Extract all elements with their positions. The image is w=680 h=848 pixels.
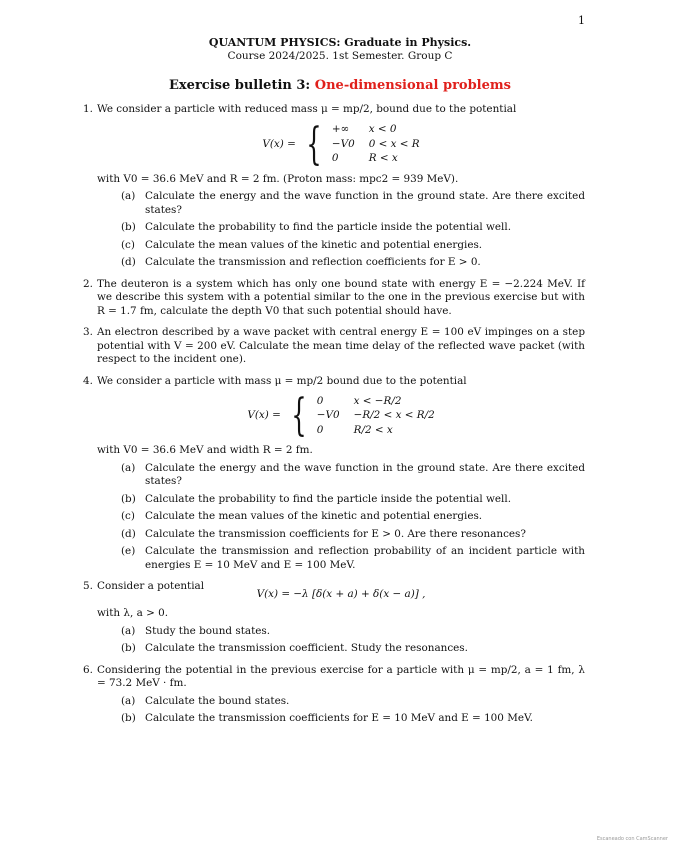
case-value: 0: [331, 152, 339, 165]
problem-number: 5.: [83, 580, 93, 593]
subquestion-label: (b): [121, 492, 136, 505]
subquestion-text: Calculate the transmission coefficients for E = 10 MeV and E = 100 MeV.: [145, 712, 533, 725]
subquestion: [121, 642, 585, 656]
potential-equation: [97, 390, 585, 442]
case-value: −V0: [316, 409, 340, 422]
subquestion-text: Calculate the probability to find the particle inside the potential well.: [145, 492, 512, 505]
delta-potential-equation: V(x) = −λ [δ(x + a) + δ(x − a)] ,: [256, 587, 426, 600]
problem-after: with V0 = 36.6 MeV and width R = 2 fm.: [97, 444, 313, 457]
subquestions: [97, 695, 585, 726]
subquestion-text: Calculate the transmission coefficient. Study the resonances.: [145, 642, 468, 655]
subquestion: [121, 256, 585, 270]
problem-intro: We consider a particle with mass μ = mp/2 bound due to the potential: [97, 374, 467, 387]
page-number: 1: [578, 14, 585, 27]
subquestions: [97, 625, 585, 656]
subquestion-text: Calculate the energy and the wave function in the ground state. Are there excited states?: [145, 190, 585, 216]
problem-3: [83, 326, 585, 367]
case-condition: R < x: [368, 152, 398, 165]
subquestion-label: (d): [121, 256, 136, 269]
subquestion-label: (c): [121, 510, 135, 523]
problem-5: [83, 580, 585, 656]
subquestions: [97, 190, 585, 270]
problem-after: with λ, a > 0.: [97, 607, 168, 620]
potential-lhs: V(x) =: [262, 137, 296, 150]
subquestion: [121, 625, 585, 639]
subquestions: [97, 462, 585, 573]
bulletin-prefix: Exercise bulletin 3:: [169, 78, 311, 93]
problem-4: [83, 375, 585, 573]
subquestion-label: (b): [121, 712, 136, 725]
subquestion-text: Calculate the energy and the wave function in the ground state. Are there excited states?: [145, 461, 585, 488]
subquestion: [121, 221, 585, 235]
scanner-watermark: Escaneado con CamScanner: [596, 835, 668, 842]
subquestion: [121, 695, 585, 709]
brace-glyph: {: [291, 390, 307, 442]
problem-number: 4.: [83, 374, 93, 387]
subquestion-text: Calculate the bound states.: [145, 694, 290, 707]
problem-1: [83, 103, 585, 270]
subquestion: [121, 528, 585, 542]
subquestion-text: Study the bound states.: [145, 624, 271, 637]
subquestion-label: (b): [121, 221, 136, 234]
problem-number: 2.: [83, 277, 93, 290]
subquestion-label: (e): [121, 545, 136, 558]
bulletin-topic: One-dimensional problems: [314, 78, 511, 93]
case-value: +∞: [331, 123, 350, 136]
subquestion-text: Calculate the mean values of the kinetic and potential energies.: [145, 238, 483, 251]
subquestion-label: (a): [121, 190, 136, 203]
subquestion: [121, 239, 585, 253]
bulletin-title: [0, 78, 680, 95]
case-condition: 0 < x < R: [368, 137, 420, 150]
case-condition: R/2 < x: [353, 423, 393, 436]
problem-number: 1.: [83, 103, 93, 115]
case-value: 0: [316, 423, 324, 436]
problem-intro: We consider a particle with reduced mass μ = mp/2, bound due to the potential: [97, 103, 517, 115]
subquestion-text: Calculate the transmission and reflection coefficients for E > 0.: [145, 256, 481, 269]
subquestion-label: (c): [121, 238, 135, 251]
course-title: QUANTUM PHYSICS: Graduate in Physics.: [208, 36, 472, 49]
subquestion-label: (a): [121, 461, 136, 474]
potential-equation: [97, 118, 585, 170]
subquestion: [121, 462, 585, 489]
subquestion: [121, 712, 585, 726]
subquestion-label: (a): [121, 694, 136, 707]
case-value: 0: [316, 394, 324, 407]
problem-intro: Considering the potential in the previous exercise for a particle with μ = mp/2, a = 1 fm, λ = 73.2 MeV · fm.: [97, 663, 585, 690]
problem-list: [83, 103, 585, 730]
case-condition: x < 0: [368, 123, 397, 136]
subquestion-text: Calculate the mean values of the kinetic and potential energies.: [145, 510, 483, 523]
subquestion: [121, 190, 585, 217]
potential-cases: [332, 123, 420, 166]
subquestion-text: Calculate the transmission coefficients for E > 0. Are there resonances?: [145, 527, 526, 540]
problem-text: The deuteron is a system which has only one bound state with energy E = −2.224 MeV. If we describe this system with a potential similar to the one in the previous exercise but with R = 1.7 fm, calculate the depth V0 that such potential should have.: [97, 277, 585, 317]
problem-number: 6.: [83, 663, 93, 676]
problem-after: with V0 = 36.6 MeV and R = 2 fm. (Proton mass: mpc2 = 939 MeV).: [97, 172, 459, 185]
problem-2: [83, 278, 585, 319]
brace-glyph: {: [306, 118, 322, 170]
subquestion: [121, 545, 585, 572]
subquestion-label: (b): [121, 642, 136, 655]
problem-text: An electron described by a wave packet with central energy E = 100 eV impinges on a step potential with V = 200 eV. Calculate the mean time delay of the reflected wave packet (with respect to the incident one).: [97, 326, 585, 366]
subquestion: [121, 510, 585, 524]
potential-lhs: V(x) =: [247, 409, 281, 422]
document-header: [0, 36, 680, 64]
problem-intro: Consider a potential: [97, 580, 205, 593]
course-info: Course 2024/2025. 1st Semester. Group C: [227, 50, 453, 63]
subquestion-label: (a): [121, 624, 136, 637]
case-value: −V0: [331, 137, 355, 150]
subquestion-text: Calculate the transmission and reflection probability of an incident particle with energies E = 10 MeV and E = 100 MeV.: [145, 545, 585, 571]
problem-number: 3.: [83, 326, 93, 339]
problem-6: [83, 664, 585, 726]
subquestion: [121, 493, 585, 507]
case-condition: −R/2 < x < R/2: [353, 409, 435, 422]
subquestion-text: Calculate the probability to find the particle inside the potential well.: [145, 221, 512, 234]
case-condition: x < −R/2: [353, 394, 402, 407]
subquestion-label: (d): [121, 527, 136, 540]
potential-cases: [317, 395, 435, 438]
